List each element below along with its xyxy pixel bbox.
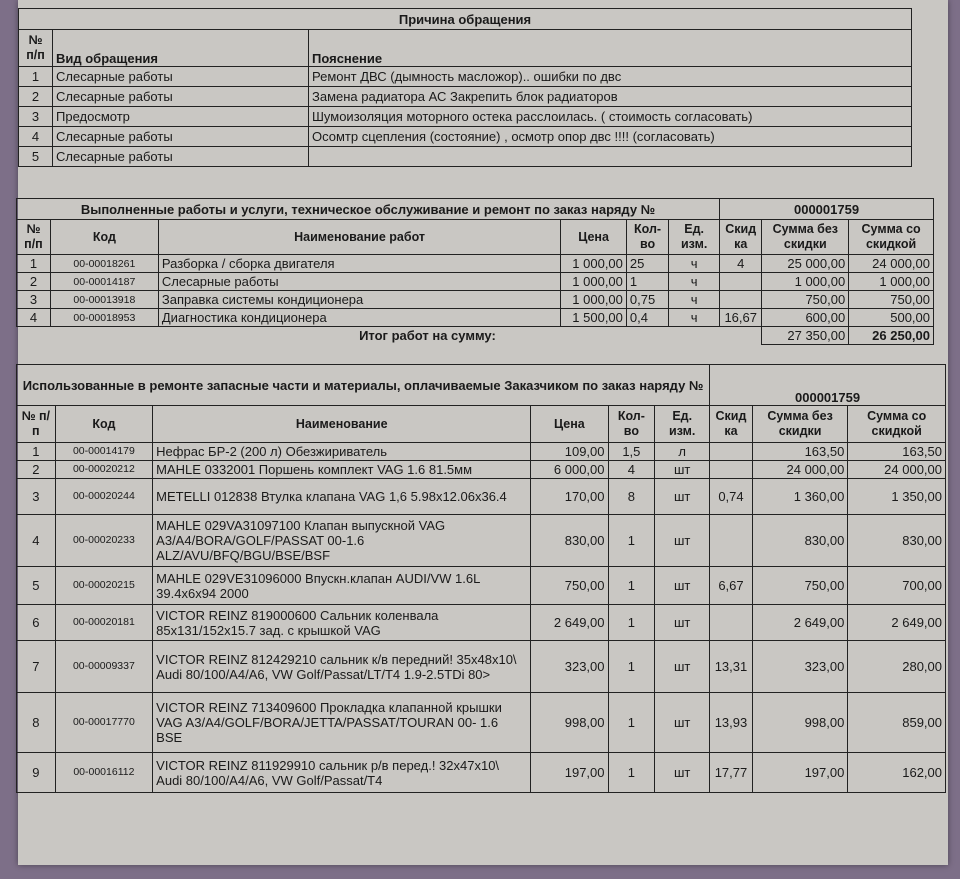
parts-row-unit: шт — [655, 479, 710, 515]
reasons-row — [19, 147, 912, 167]
parts-row-unit: шт — [655, 515, 710, 567]
parts-row-unit: шт — [655, 641, 710, 693]
parts-row — [17, 605, 946, 641]
reasons-row-num: 2 — [19, 87, 53, 107]
parts-row-disc: 13,31 — [710, 641, 753, 693]
works-total-sumd: 26 250,00 — [849, 327, 934, 345]
works-row-unit: ч — [669, 255, 720, 273]
parts-row-qty: 1 — [608, 641, 655, 693]
parts-row-qty: 1 — [608, 515, 655, 567]
parts-row — [17, 567, 946, 605]
reasons-table — [18, 8, 912, 167]
reasons-row — [19, 127, 912, 147]
works-row — [17, 255, 934, 273]
parts-row-price: 6 000,00 — [531, 461, 608, 479]
parts-row-disc — [710, 605, 753, 641]
parts-row — [17, 461, 946, 479]
parts-row — [17, 443, 946, 461]
reasons-row — [19, 67, 912, 87]
reasons-row-num: 5 — [19, 147, 53, 167]
parts-row — [17, 479, 946, 515]
parts-row-num: 3 — [17, 479, 56, 515]
reasons-row-desc: Шумоизоляция моторного остека расслоилась. ( стоимость согласовать) — [309, 107, 912, 127]
parts-h-price: Цена — [531, 406, 608, 443]
parts-h-name: Наименование — [153, 406, 531, 443]
works-row-code: 00-00013918 — [50, 291, 158, 309]
works-row-qty: 0,75 — [626, 291, 668, 309]
reasons-row-type: Слесарные работы — [53, 127, 309, 147]
parts-row-price: 197,00 — [531, 753, 608, 793]
works-h-price: Цена — [561, 220, 627, 255]
parts-row-num: 4 — [17, 515, 56, 567]
parts-h-sum: Сумма без скидки — [752, 406, 848, 443]
works-row-price: 1 500,00 — [561, 309, 627, 327]
works-h-code: Код — [50, 220, 158, 255]
reasons-row — [19, 87, 912, 107]
reasons-col-desc: Пояснение — [309, 30, 912, 67]
parts-row-sum: 830,00 — [752, 515, 848, 567]
parts-row-name: MAHLE 029VA31097100 Клапан выпускной VAG A3/A4/BORA/GOLF/PASSAT 00-1.6 ALZ/AVU/BFQ/BGU/BSE/BSF — [153, 515, 531, 567]
works-h-disc: Скид ка — [720, 220, 762, 255]
parts-row-price: 323,00 — [531, 641, 608, 693]
parts-row-sumd: 162,00 — [848, 753, 946, 793]
parts-row-sum: 24 000,00 — [752, 461, 848, 479]
works-h-unit: Ед. изм. — [669, 220, 720, 255]
works-row-unit: ч — [669, 273, 720, 291]
works-row-qty: 25 — [626, 255, 668, 273]
reasons-col-num: № п/п — [19, 30, 53, 67]
works-row-price: 1 000,00 — [561, 255, 627, 273]
parts-h-code: Код — [55, 406, 153, 443]
parts-row-name: METELLI 012838 Втулка клапана VAG 1,6 5.98x12.06x36.4 — [153, 479, 531, 515]
parts-row-qty: 1 — [608, 693, 655, 753]
works-row-sumd: 1 000,00 — [849, 273, 934, 291]
parts-row-name: VICTOR REINZ 811929910 сальник р/в перед.! 32x47x10\ Audi 80/100/A4/A6, VW Golf/Passat/T4 — [153, 753, 531, 793]
parts-row-sumd: 859,00 — [848, 693, 946, 753]
parts-row — [17, 641, 946, 693]
parts-row-sum: 2 649,00 — [752, 605, 848, 641]
works-row-sum: 25 000,00 — [762, 255, 849, 273]
works-row-name: Разборка / сборка двигателя — [158, 255, 560, 273]
parts-row-sumd: 163,50 — [848, 443, 946, 461]
works-h-qty: Кол-во — [626, 220, 668, 255]
parts-row-name: Нефрас БР-2 (200 л) Обезжириватель — [153, 443, 531, 461]
works-order-no: 000001759 — [720, 199, 934, 220]
parts-row-code: 00-00009337 — [55, 641, 153, 693]
works-row-sumd: 500,00 — [849, 309, 934, 327]
parts-row-price: 750,00 — [531, 567, 608, 605]
parts-row-disc: 6,67 — [710, 567, 753, 605]
works-row-name: Слесарные работы — [158, 273, 560, 291]
parts-row-name: MAHLE 0332001 Поршень комплект VAG 1.6 81.5мм — [153, 461, 531, 479]
parts-row-sum: 750,00 — [752, 567, 848, 605]
works-total-sum: 27 350,00 — [762, 327, 849, 345]
works-row-disc — [720, 273, 762, 291]
parts-row-disc: 17,77 — [710, 753, 753, 793]
parts-row-sumd: 1 350,00 — [848, 479, 946, 515]
parts-h-unit: Ед. изм. — [655, 406, 710, 443]
parts-row-num: 7 — [17, 641, 56, 693]
parts-row-num: 9 — [17, 753, 56, 793]
works-row-num: 2 — [17, 273, 51, 291]
parts-h-disc: Скид ка — [710, 406, 753, 443]
parts-row-unit: шт — [655, 461, 710, 479]
reasons-row-num: 1 — [19, 67, 53, 87]
parts-row-disc — [710, 461, 753, 479]
parts-row-price: 998,00 — [531, 693, 608, 753]
parts-row-name: MAHLE 029VE31096000 Впускн.клапан AUDI/VW 1.6L 39.4x6x94 2000 — [153, 567, 531, 605]
works-row-sumd: 750,00 — [849, 291, 934, 309]
works-h-sum: Сумма без скидки — [762, 220, 849, 255]
reasons-row-type: Слесарные работы — [53, 67, 309, 87]
works-h-sumd: Сумма со скидкой — [849, 220, 934, 255]
parts-row-disc: 0,74 — [710, 479, 753, 515]
parts-row-qty: 1 — [608, 605, 655, 641]
reasons-row-desc: Замена радиатора АС Закрепить блок радиаторов — [309, 87, 912, 107]
parts-row-sumd: 830,00 — [848, 515, 946, 567]
parts-order-no: 000001759 — [710, 365, 946, 406]
reasons-row-type: Слесарные работы — [53, 147, 309, 167]
parts-row-sum: 163,50 — [752, 443, 848, 461]
parts-h-num: № п/п — [17, 406, 56, 443]
parts-row-unit: шт — [655, 605, 710, 641]
works-row — [17, 309, 934, 327]
works-row-disc: 4 — [720, 255, 762, 273]
parts-row-disc — [710, 515, 753, 567]
parts-row-sum: 998,00 — [752, 693, 848, 753]
works-row-disc: 16,67 — [720, 309, 762, 327]
parts-row-sum: 323,00 — [752, 641, 848, 693]
parts-row-qty: 1,5 — [608, 443, 655, 461]
parts-row-code: 00-00014179 — [55, 443, 153, 461]
reasons-row-type: Предосмотр — [53, 107, 309, 127]
reasons-col-type: Вид обращения — [53, 30, 309, 67]
works-row-num: 4 — [17, 309, 51, 327]
parts-h-qty: Кол-во — [608, 406, 655, 443]
works-row-sum: 1 000,00 — [762, 273, 849, 291]
works-row-num: 1 — [17, 255, 51, 273]
reasons-row — [19, 107, 912, 127]
works-row-sum: 750,00 — [762, 291, 849, 309]
parts-row-sumd: 24 000,00 — [848, 461, 946, 479]
reasons-title: Причина обращения — [19, 9, 912, 30]
parts-row-name: VICTOR REINZ 812429210 сальник к/в передний! 35x48x10\ Audi 80/100/A4/A6, VW Golf/Passat/LT/T4 1.9-2.5TDi 80> — [153, 641, 531, 693]
parts-title: Использованные в ремонте запасные части и материалы, оплачиваемые Заказчиком по заказ наряду № — [17, 365, 710, 406]
parts-row-code: 00-00020212 — [55, 461, 153, 479]
parts-row-unit: шт — [655, 693, 710, 753]
parts-row-qty: 1 — [608, 567, 655, 605]
parts-row-disc — [710, 443, 753, 461]
parts-row-code: 00-00020215 — [55, 567, 153, 605]
parts-row-qty: 8 — [608, 479, 655, 515]
works-row — [17, 291, 934, 309]
works-row-name: Диагностика кондиционера — [158, 309, 560, 327]
works-row-unit: ч — [669, 309, 720, 327]
parts-row-num: 6 — [17, 605, 56, 641]
parts-row-num: 2 — [17, 461, 56, 479]
parts-row-price: 2 649,00 — [531, 605, 608, 641]
parts-row-disc: 13,93 — [710, 693, 753, 753]
works-title: Выполненные работы и услуги, техническое обслуживание и ремонт по заказ наряду № — [17, 199, 720, 220]
reasons-row-type: Слесарные работы — [53, 87, 309, 107]
parts-row-sum: 1 360,00 — [752, 479, 848, 515]
works-row-unit: ч — [669, 291, 720, 309]
parts-row-code: 00-00016112 — [55, 753, 153, 793]
works-table — [16, 198, 934, 345]
parts-row-code: 00-00020244 — [55, 479, 153, 515]
works-row-code: 00-00018953 — [50, 309, 158, 327]
reasons-row-num: 3 — [19, 107, 53, 127]
parts-row-sumd: 700,00 — [848, 567, 946, 605]
works-row-price: 1 000,00 — [561, 291, 627, 309]
parts-row-sumd: 280,00 — [848, 641, 946, 693]
parts-row-qty: 4 — [608, 461, 655, 479]
works-row-price: 1 000,00 — [561, 273, 627, 291]
works-row-qty: 0,4 — [626, 309, 668, 327]
works-row-num: 3 — [17, 291, 51, 309]
works-row-disc — [720, 291, 762, 309]
works-row-sumd: 24 000,00 — [849, 255, 934, 273]
parts-h-sumd: Сумма со скидкой — [848, 406, 946, 443]
parts-row-price: 830,00 — [531, 515, 608, 567]
parts-row-num: 1 — [17, 443, 56, 461]
parts-row-price: 109,00 — [531, 443, 608, 461]
parts-row-sumd: 2 649,00 — [848, 605, 946, 641]
works-row-qty: 1 — [626, 273, 668, 291]
parts-table — [16, 364, 946, 793]
parts-row — [17, 515, 946, 567]
parts-row-sum: 197,00 — [752, 753, 848, 793]
parts-row — [17, 693, 946, 753]
parts-row-num: 8 — [17, 693, 56, 753]
reasons-row-num: 4 — [19, 127, 53, 147]
works-row-code: 00-00018261 — [50, 255, 158, 273]
parts-row-code: 00-00017770 — [55, 693, 153, 753]
reasons-row-desc: Ремонт ДВС (дымность масложор).. ошибки по двс — [309, 67, 912, 87]
parts-row-price: 170,00 — [531, 479, 608, 515]
parts-row-unit: шт — [655, 753, 710, 793]
parts-row-num: 5 — [17, 567, 56, 605]
parts-row — [17, 753, 946, 793]
parts-row-name: VICTOR REINZ 819000600 Сальник коленвала 85x131/152x15.7 зад. с крышкой VAG — [153, 605, 531, 641]
reasons-row-desc — [309, 147, 912, 167]
parts-row-unit: л — [655, 443, 710, 461]
works-row-sum: 600,00 — [762, 309, 849, 327]
parts-row-unit: шт — [655, 567, 710, 605]
works-row — [17, 273, 934, 291]
parts-row-code: 00-00020233 — [55, 515, 153, 567]
works-h-num: № п/п — [17, 220, 51, 255]
works-row-code: 00-00014187 — [50, 273, 158, 291]
works-total-label: Итог работ на сумму: — [359, 328, 496, 344]
works-h-name: Наименование работ — [158, 220, 560, 255]
parts-row-code: 00-00020181 — [55, 605, 153, 641]
reasons-row-desc: Осомтр сцепления (состояние) , осмотр опор двс !!!! (согласовать) — [309, 127, 912, 147]
parts-row-name: VICTOR REINZ 713409600 Прокладка клапанной крышки VAG A3/A4/GOLF/BORA/JETTA/PASSAT/TOURAN 00- 1.6 BSE — [153, 693, 531, 753]
parts-row-qty: 1 — [608, 753, 655, 793]
works-row-name: Заправка системы кондиционера — [158, 291, 560, 309]
